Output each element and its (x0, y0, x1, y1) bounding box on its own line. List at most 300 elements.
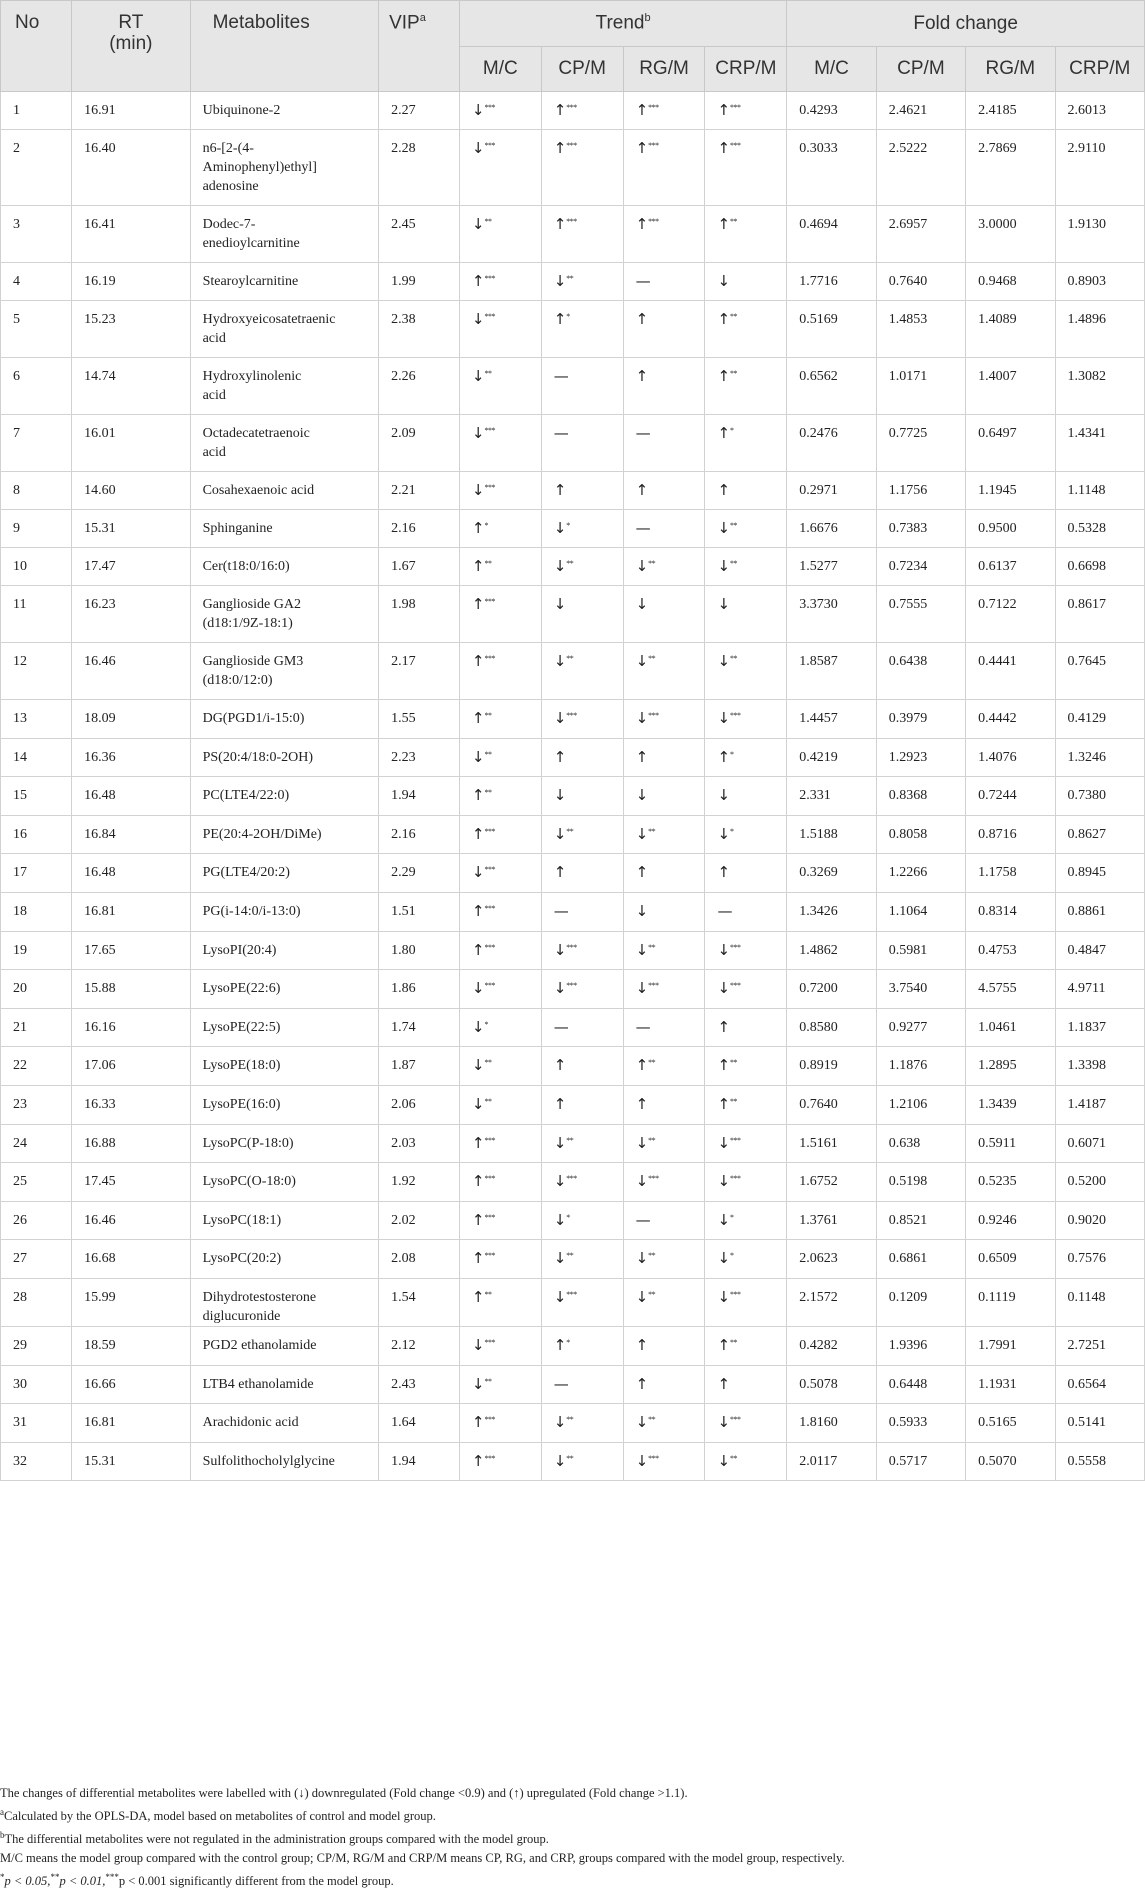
cell-fold-change: 3.0000 (966, 206, 1055, 263)
metabolite-name-line: Hydroxylinolenic (202, 369, 302, 384)
cell-no: 6 (1, 358, 72, 415)
cell-trend (541, 1326, 623, 1365)
down-arrow-icon: ↓ (553, 1210, 567, 1229)
cell-trend (623, 643, 705, 700)
down-arrow-icon: ↓ (553, 652, 567, 670)
cell-trend (459, 931, 541, 970)
subheader-fc-2: RG/M (966, 47, 1055, 92)
up-arrow-icon: ↑ (553, 139, 567, 157)
cell-trend (705, 777, 787, 816)
cell-vip: 2.26 (379, 358, 460, 415)
cell-fold-change: 0.8368 (876, 777, 965, 816)
cell-fold-change: 0.3033 (787, 130, 876, 206)
significance-marker: *** (566, 981, 577, 991)
cell-fold-change: 0.6448 (876, 1365, 965, 1404)
cell-trend (705, 263, 787, 301)
cell-fold-change: 0.4441 (966, 643, 1055, 700)
cell-fold-change: 0.7640 (787, 1085, 876, 1124)
cell-fold-change: 1.4187 (1055, 1085, 1144, 1124)
cell-fold-change: 0.7234 (876, 548, 965, 586)
cell-rt: 16.19 (72, 263, 190, 301)
significance-marker: *** (484, 103, 495, 112)
significance-marker: * (730, 826, 734, 836)
cell-trend (541, 854, 623, 893)
cell-vip: 2.02 (379, 1201, 460, 1240)
up-arrow-icon: ↑ (717, 863, 731, 882)
footnote-sig-a: p < 0.05, (4, 1874, 51, 1889)
up-arrow-icon: ↑ (635, 1056, 649, 1075)
down-arrow-icon: ↓ (635, 786, 649, 805)
cell-rt: 16.48 (72, 777, 190, 816)
significance-marker: *** (730, 141, 741, 150)
cell-metabolite (190, 586, 379, 643)
cell-fold-change: 0.5141 (1055, 1404, 1144, 1443)
significance-marker: * (566, 1337, 570, 1347)
cell-fold-change: 0.1148 (1055, 1278, 1144, 1326)
cell-trend (705, 358, 787, 415)
cell-vip: 1.94 (379, 777, 460, 816)
footnote-sig-sup2: ** (50, 1872, 60, 1883)
significance-marker: ** (730, 1058, 738, 1068)
subheader-trend-1: CP/M (541, 47, 623, 92)
cell-vip: 1.98 (379, 586, 460, 643)
cell-vip: 2.21 (379, 472, 460, 510)
cell-trend (541, 510, 623, 548)
cell-fold-change: 1.1064 (876, 892, 965, 931)
cell-vip: 1.54 (379, 1278, 460, 1326)
cell-metabolite (190, 970, 379, 1009)
up-arrow-icon: ↑ (471, 709, 485, 727)
cell-fold-change: 0.3269 (787, 854, 876, 893)
cell-fold-change: 1.7716 (787, 263, 876, 301)
cell-trend (541, 1047, 623, 1086)
cell-no: 5 (1, 301, 72, 358)
cell-fold-change: 2.4621 (876, 92, 965, 130)
metabolite-name-line: Dodec-7- (202, 217, 256, 232)
metabolite-name-line: LysoPE(16:0) (202, 1096, 281, 1112)
no-change-dash: — (635, 1017, 651, 1036)
cell-fold-change: 0.1209 (876, 1278, 965, 1326)
cell-fold-change: 0.5198 (876, 1163, 965, 1202)
metabolite-name-line: Hydroxyeicosatetraenic (202, 312, 336, 327)
cell-rt: 16.33 (72, 1085, 190, 1124)
cell-fold-change: 1.4862 (787, 931, 876, 970)
cell-rt: 17.45 (72, 1163, 190, 1202)
metabolite-name-line: LysoPI(20:4) (202, 942, 277, 958)
significance-marker: *** (648, 981, 659, 991)
cell-no: 30 (1, 1365, 72, 1404)
up-arrow-icon: ↑ (717, 424, 731, 442)
cell-trend (623, 301, 705, 358)
significance-marker: *** (484, 1212, 495, 1222)
metabolite-name-line: Octadecatetraenoic (202, 426, 310, 441)
cell-rt: 18.59 (72, 1326, 190, 1365)
cell-no: 15 (1, 777, 72, 816)
cell-trend (541, 1404, 623, 1443)
significance-marker: * (730, 426, 734, 435)
cell-trend (705, 1201, 787, 1240)
up-arrow-icon: ↑ (553, 215, 567, 233)
cell-trend (623, 263, 705, 301)
cell-no: 2 (1, 130, 72, 206)
significance-marker: * (730, 749, 734, 759)
cell-trend (541, 892, 623, 931)
down-arrow-icon: ↓ (471, 101, 485, 119)
cell-trend (459, 548, 541, 586)
cell-no: 29 (1, 1326, 72, 1365)
cell-rt: 15.99 (72, 1278, 190, 1326)
cell-trend (459, 263, 541, 301)
cell-trend (541, 1365, 623, 1404)
cell-fold-change: 0.6562 (787, 358, 876, 415)
header-metabolites: Metabolites (190, 1, 379, 92)
significance-marker: ** (484, 1376, 492, 1386)
footnote-a (0, 1803, 1145, 1826)
table-row (1, 892, 1145, 931)
table-row (1, 815, 1145, 854)
significance-marker: *** (648, 141, 659, 150)
cell-fold-change: 1.1945 (966, 472, 1055, 510)
cell-trend (459, 510, 541, 548)
cell-rt: 15.31 (72, 1442, 190, 1481)
cell-rt: 16.40 (72, 130, 190, 206)
cell-trend (705, 1278, 787, 1326)
cell-fold-change: 0.3979 (876, 700, 965, 739)
cell-trend (623, 1008, 705, 1047)
cell-fold-change: 0.4293 (787, 92, 876, 130)
cell-trend (705, 854, 787, 893)
cell-fold-change: 0.7380 (1055, 777, 1144, 816)
cell-fold-change: 1.9130 (1055, 206, 1144, 263)
cell-trend (623, 1365, 705, 1404)
significance-marker: *** (566, 141, 577, 150)
cell-fold-change: 4.9711 (1055, 970, 1144, 1009)
table-row (1, 510, 1145, 548)
up-arrow-icon: ↑ (717, 215, 731, 233)
down-arrow-icon: ↓ (553, 1413, 567, 1432)
cell-trend (459, 1240, 541, 1279)
cell-fold-change: 0.6861 (876, 1240, 965, 1279)
cell-fold-change: 1.5188 (787, 815, 876, 854)
down-arrow-icon: ↓ (553, 979, 567, 998)
cell-vip: 2.23 (379, 738, 460, 777)
cell-trend (459, 206, 541, 263)
header-rt (72, 1, 190, 92)
down-arrow-icon: ↓ (717, 1133, 731, 1152)
down-arrow-icon: ↓ (717, 557, 731, 575)
cell-no: 25 (1, 1163, 72, 1202)
cell-trend (459, 92, 541, 130)
cell-trend (541, 415, 623, 472)
cell-metabolite (190, 358, 379, 415)
no-change-dash: — (553, 367, 569, 385)
cell-trend (705, 970, 787, 1009)
cell-vip: 1.74 (379, 1008, 460, 1047)
metabolite-name-line: Cosahexaenoic acid (202, 483, 315, 498)
cell-trend (705, 815, 787, 854)
significance-marker: ** (484, 749, 492, 759)
table-row (1, 548, 1145, 586)
significance-marker: ** (730, 559, 738, 568)
down-arrow-icon: ↓ (717, 652, 731, 670)
up-arrow-icon: ↑ (635, 139, 649, 157)
significance-marker: *** (484, 903, 495, 913)
cell-trend (705, 892, 787, 931)
cell-trend (459, 358, 541, 415)
cell-fold-change: 0.7725 (876, 415, 965, 472)
cell-fold-change: 0.5328 (1055, 510, 1144, 548)
cell-metabolite (190, 815, 379, 854)
cell-metabolite (190, 548, 379, 586)
cell-trend (623, 854, 705, 893)
significance-marker: ** (484, 711, 492, 720)
cell-rt: 17.06 (72, 1047, 190, 1086)
down-arrow-icon: ↓ (471, 1335, 485, 1354)
down-arrow-icon: ↓ (635, 595, 649, 613)
cell-fold-change: 1.6676 (787, 510, 876, 548)
cell-trend (459, 1047, 541, 1086)
cell-trend (623, 586, 705, 643)
down-arrow-icon: ↓ (717, 1287, 731, 1306)
down-arrow-icon: ↓ (553, 519, 567, 537)
up-arrow-icon: ↑ (635, 1094, 649, 1113)
cell-fold-change: 1.1876 (876, 1047, 965, 1086)
cell-fold-change: 0.8521 (876, 1201, 965, 1240)
metabolite-name-line: LysoPE(22:5) (202, 1019, 281, 1035)
cell-fold-change: 0.8716 (966, 815, 1055, 854)
significance-marker: *** (484, 826, 495, 836)
cell-trend (623, 1047, 705, 1086)
down-arrow-icon: ↓ (553, 557, 567, 575)
cell-trend (623, 1278, 705, 1326)
cell-metabolite (190, 1278, 379, 1326)
footnote-groups: M/C means the model group compared with the control group; CP/M, RG/M and CRP/M means CP, RG, and CRP, groups compared with the model group, respectively. (0, 1851, 845, 1866)
cell-fold-change: 0.6497 (966, 415, 1055, 472)
cell-fold-change: 2.5222 (876, 130, 965, 206)
significance-marker: ** (566, 559, 574, 568)
cell-trend (459, 301, 541, 358)
significance-marker: ** (566, 654, 574, 663)
significance-marker: *** (566, 103, 577, 112)
down-arrow-icon: ↓ (717, 1210, 731, 1229)
cell-vip: 1.51 (379, 892, 460, 931)
cell-trend (705, 1163, 787, 1202)
table-row (1, 1008, 1145, 1047)
cell-vip: 2.08 (379, 1240, 460, 1279)
significance-marker: ** (648, 1058, 656, 1068)
metabolite-name-line: diglucuronide (202, 1308, 281, 1324)
down-arrow-icon: ↓ (717, 1172, 731, 1191)
cell-trend (705, 472, 787, 510)
cell-vip: 1.86 (379, 970, 460, 1009)
down-arrow-icon: ↓ (553, 272, 567, 290)
significance-marker: ** (648, 1415, 656, 1425)
table-footnotes (0, 1784, 1145, 1891)
cell-fold-change: 1.1756 (876, 472, 965, 510)
cell-fold-change: 0.5717 (876, 1442, 965, 1481)
significance-marker: *** (566, 217, 577, 226)
cell-rt: 16.46 (72, 643, 190, 700)
cell-vip: 2.17 (379, 643, 460, 700)
down-arrow-icon: ↓ (635, 557, 649, 575)
cell-fold-change: 0.6438 (876, 643, 965, 700)
cell-fold-change: 0.8617 (1055, 586, 1144, 643)
significance-marker: ** (730, 217, 738, 226)
significance-marker: *** (648, 217, 659, 226)
up-arrow-icon: ↑ (635, 863, 649, 882)
table-row (1, 970, 1145, 1009)
cell-trend (705, 301, 787, 358)
cell-fold-change: 2.7251 (1055, 1326, 1144, 1365)
cell-fold-change: 2.331 (787, 777, 876, 816)
cell-fold-change: 1.1931 (966, 1365, 1055, 1404)
cell-trend (623, 815, 705, 854)
cell-fold-change: 0.5169 (787, 301, 876, 358)
significance-marker: *** (484, 141, 495, 150)
up-arrow-icon: ↑ (717, 1335, 731, 1354)
cell-vip: 2.06 (379, 1085, 460, 1124)
cell-fold-change: 1.3082 (1055, 358, 1144, 415)
cell-rt: 15.23 (72, 301, 190, 358)
cell-trend (705, 510, 787, 548)
down-arrow-icon: ↓ (635, 1287, 649, 1306)
cell-trend (541, 472, 623, 510)
no-change-dash: — (635, 1210, 651, 1229)
cell-metabolite (190, 206, 379, 263)
cell-trend (541, 1085, 623, 1124)
cell-metabolite (190, 1085, 379, 1124)
significance-marker: *** (648, 103, 659, 112)
cell-trend (541, 358, 623, 415)
cell-trend (623, 1201, 705, 1240)
up-arrow-icon: ↑ (635, 310, 649, 328)
down-arrow-icon: ↓ (717, 1249, 731, 1268)
up-arrow-icon: ↑ (471, 1451, 485, 1470)
down-arrow-icon: ↓ (717, 519, 731, 537)
metabolite-name-line: adenosine (202, 179, 259, 194)
significance-marker: ** (566, 1135, 574, 1145)
cell-trend (459, 1326, 541, 1365)
cell-fold-change: 1.3426 (787, 892, 876, 931)
cell-trend (623, 892, 705, 931)
cell-no: 9 (1, 510, 72, 548)
down-arrow-icon: ↓ (553, 940, 567, 959)
cell-trend (541, 548, 623, 586)
cell-fold-change: 0.8861 (1055, 892, 1144, 931)
cell-fold-change: 4.5755 (966, 970, 1055, 1009)
significance-marker: ** (648, 559, 656, 568)
cell-no: 22 (1, 1047, 72, 1086)
cell-fold-change: 2.4185 (966, 92, 1055, 130)
cell-trend (623, 777, 705, 816)
cell-trend (541, 586, 623, 643)
table-row (1, 1404, 1145, 1443)
metabolite-name-line: PE(20:4-2OH/DiMe) (202, 826, 322, 842)
up-arrow-icon: ↑ (471, 786, 485, 805)
significance-marker: ** (730, 369, 738, 378)
cell-trend (459, 1008, 541, 1047)
down-arrow-icon: ↓ (717, 1413, 731, 1432)
significance-marker: *** (730, 103, 741, 112)
cell-trend (459, 643, 541, 700)
cell-trend (541, 738, 623, 777)
no-change-dash: — (553, 901, 569, 920)
cell-rt: 16.41 (72, 206, 190, 263)
cell-no: 10 (1, 548, 72, 586)
down-arrow-icon: ↓ (471, 367, 485, 385)
cell-fold-change: 0.7122 (966, 586, 1055, 643)
down-arrow-icon: ↓ (553, 1172, 567, 1191)
down-arrow-icon: ↓ (471, 979, 485, 998)
cell-trend (541, 130, 623, 206)
cell-no: 14 (1, 738, 72, 777)
header-trend-sup: b (644, 12, 651, 25)
down-arrow-icon: ↓ (471, 215, 485, 233)
header-trend-label: Trend (595, 12, 645, 34)
cell-fold-change: 1.4896 (1055, 301, 1144, 358)
down-arrow-icon: ↓ (553, 709, 567, 727)
cell-no: 27 (1, 1240, 72, 1279)
table-body (1, 92, 1145, 1481)
up-arrow-icon: ↑ (717, 139, 731, 157)
cell-no: 8 (1, 472, 72, 510)
up-arrow-icon: ↑ (553, 1094, 567, 1113)
cell-fold-change: 0.4753 (966, 931, 1055, 970)
cell-trend (623, 1085, 705, 1124)
up-arrow-icon: ↑ (471, 652, 485, 670)
down-arrow-icon: ↓ (717, 595, 731, 613)
header-vip-sup: a (419, 12, 426, 24)
significance-marker: * (566, 312, 570, 321)
no-change-dash: — (553, 1374, 569, 1393)
cell-rt: 16.01 (72, 415, 190, 472)
cell-trend (623, 931, 705, 970)
cell-fold-change: 1.4076 (966, 738, 1055, 777)
down-arrow-icon: ↓ (471, 1094, 485, 1113)
cell-vip: 1.94 (379, 1442, 460, 1481)
cell-fold-change: 0.4694 (787, 206, 876, 263)
cell-trend (623, 510, 705, 548)
cell-fold-change: 0.8945 (1055, 854, 1144, 893)
cell-fold-change: 0.4219 (787, 738, 876, 777)
cell-rt: 16.68 (72, 1240, 190, 1279)
significance-marker: ** (730, 654, 738, 663)
metabolite-name-line: LysoPC(P-18:0) (202, 1135, 294, 1151)
table-row (1, 206, 1145, 263)
cell-no: 3 (1, 206, 72, 263)
cell-trend (541, 206, 623, 263)
cell-trend (705, 1442, 787, 1481)
cell-vip: 2.45 (379, 206, 460, 263)
table-row (1, 1047, 1145, 1086)
cell-no: 4 (1, 263, 72, 301)
metabolite-name-line: (d18:0/12:0) (202, 673, 273, 688)
table-row (1, 643, 1145, 700)
down-arrow-icon: ↓ (471, 1374, 485, 1393)
significance-marker: ** (484, 369, 492, 378)
significance-marker: *** (730, 981, 741, 991)
metabolite-name-line: enedioylcarnitine (202, 236, 300, 251)
up-arrow-icon: ↑ (717, 101, 731, 119)
cell-trend (541, 777, 623, 816)
table-row (1, 854, 1145, 893)
cell-trend (459, 970, 541, 1009)
down-arrow-icon: ↓ (553, 786, 567, 805)
table-row (1, 415, 1145, 472)
cell-fold-change: 0.7576 (1055, 1240, 1144, 1279)
cell-fold-change: 0.7645 (1055, 643, 1144, 700)
cell-rt: 14.74 (72, 358, 190, 415)
